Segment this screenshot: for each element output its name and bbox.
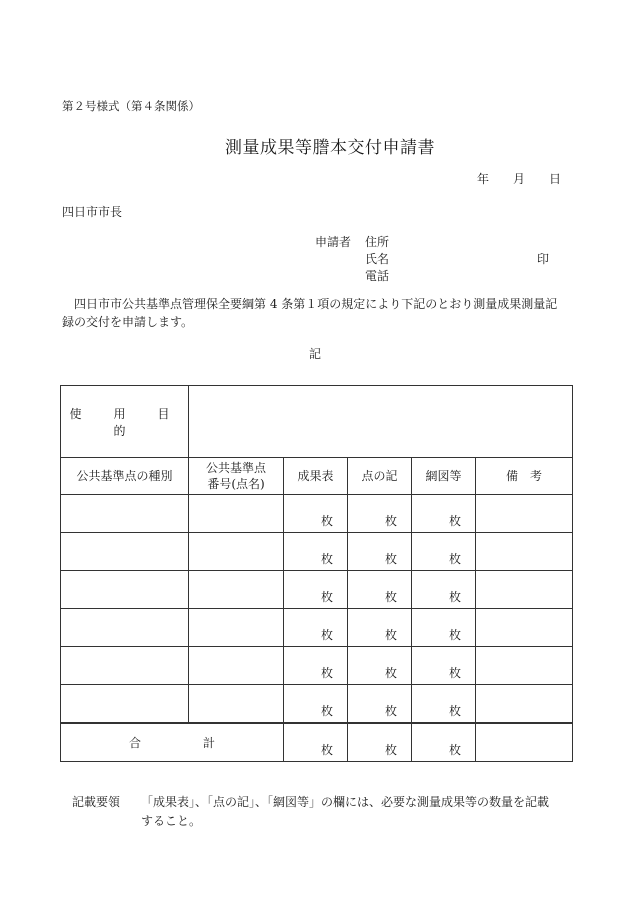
network-cell[interactable] — [412, 495, 476, 533]
type-cell[interactable] — [61, 495, 189, 533]
point-record-cell[interactable] — [348, 609, 412, 647]
unit-label: 枚 — [320, 514, 333, 528]
unit-label: 枚 — [448, 666, 461, 680]
results-cell[interactable] — [284, 609, 348, 647]
point-record-cell[interactable] — [348, 685, 412, 724]
total-row — [61, 723, 573, 762]
remarks-cell[interactable] — [476, 685, 573, 724]
request-table — [60, 385, 573, 762]
unit-label: 枚 — [320, 552, 333, 566]
purpose-field[interactable] — [189, 386, 573, 458]
network-cell[interactable] — [412, 685, 476, 724]
results-cell[interactable] — [284, 495, 348, 533]
page-title: 測量成果等謄本交付申請書 — [225, 138, 435, 158]
table-row — [61, 685, 573, 724]
number-cell[interactable] — [189, 609, 284, 647]
table-row — [61, 609, 573, 647]
applicant-phone-label: 電話 — [365, 269, 390, 283]
type-cell[interactable] — [61, 685, 189, 724]
network-cell[interactable] — [412, 571, 476, 609]
total-network-cell[interactable] — [412, 723, 476, 762]
unit-label: 枚 — [384, 666, 397, 680]
notes-line2: すること。 — [141, 814, 202, 828]
results-cell[interactable] — [284, 685, 348, 724]
date-day-label: 日 — [549, 172, 562, 186]
unit-label: 枚 — [384, 628, 397, 642]
unit-label: 枚 — [448, 743, 461, 757]
unit-label: 枚 — [320, 743, 333, 757]
header-remarks: 備 考 — [476, 458, 573, 495]
results-cell[interactable] — [284, 533, 348, 571]
point-record-cell[interactable] — [348, 647, 412, 685]
type-cell[interactable] — [61, 609, 189, 647]
point-record-cell[interactable] — [348, 571, 412, 609]
unit-label: 枚 — [320, 666, 333, 680]
date-year-label: 年 — [477, 172, 490, 186]
table-row — [61, 533, 573, 571]
number-cell[interactable] — [189, 571, 284, 609]
total-label — [61, 723, 284, 762]
body-text-content: 四日市市公共基準点管理保全要綱第 4 条第１項の規定により下記のとおり測量成果測量記録の交付を申請します。 — [62, 297, 558, 329]
remarks-cell[interactable] — [476, 495, 573, 533]
purpose-row — [61, 386, 573, 458]
header-network: 網図等 — [412, 458, 476, 495]
header-results: 成果表 — [284, 458, 348, 495]
number-cell[interactable] — [189, 685, 284, 724]
total-remarks-cell[interactable] — [476, 723, 573, 762]
unit-label: 枚 — [448, 704, 461, 718]
type-cell[interactable] — [61, 571, 189, 609]
unit-label: 枚 — [384, 514, 397, 528]
unit-label: 枚 — [320, 704, 333, 718]
table-row — [61, 647, 573, 685]
unit-label: 枚 — [384, 704, 397, 718]
table-row — [61, 571, 573, 609]
network-cell[interactable] — [412, 609, 476, 647]
notes — [72, 793, 549, 831]
type-cell[interactable] — [61, 647, 189, 685]
unit-label: 枚 — [384, 743, 397, 757]
point-record-cell[interactable] — [348, 495, 412, 533]
unit-label: 枚 — [448, 514, 461, 528]
header-number-line1: 公共基準点 — [205, 461, 266, 475]
total-label-1: 合 — [128, 736, 141, 750]
total-results-cell[interactable] — [284, 723, 348, 762]
point-record-cell[interactable] — [348, 533, 412, 571]
body-text — [62, 295, 567, 331]
results-cell[interactable] — [284, 647, 348, 685]
unit-label: 枚 — [320, 628, 333, 642]
unit-label: 枚 — [320, 590, 333, 604]
applicant-label: 申請者 — [315, 235, 352, 249]
form-number: 第２号様式（第４条関係） — [62, 99, 200, 113]
date-month-label: 月 — [513, 172, 526, 186]
network-cell[interactable] — [412, 533, 476, 571]
purpose-label: 使 用 目 的 — [61, 386, 189, 458]
addressee: 四日市市長 — [62, 205, 123, 219]
header-type: 公共基準点の種別 — [61, 458, 189, 495]
remarks-cell[interactable] — [476, 647, 573, 685]
unit-label: 枚 — [384, 590, 397, 604]
header-row — [61, 458, 573, 495]
unit-label: 枚 — [448, 552, 461, 566]
seal-mark: 印 — [537, 252, 550, 266]
header-number — [189, 458, 284, 495]
number-cell[interactable] — [189, 495, 284, 533]
notes-label: 記載要領 — [72, 795, 121, 809]
remarks-cell[interactable] — [476, 609, 573, 647]
table-row — [61, 495, 573, 533]
unit-label: 枚 — [384, 552, 397, 566]
unit-label: 枚 — [448, 628, 461, 642]
network-cell[interactable] — [412, 647, 476, 685]
remarks-cell[interactable] — [476, 533, 573, 571]
applicant-address-label: 住所 — [365, 235, 390, 249]
total-point-record-cell[interactable] — [348, 723, 412, 762]
unit-label: 枚 — [448, 590, 461, 604]
number-cell[interactable] — [189, 647, 284, 685]
applicant-name-label: 氏名 — [365, 252, 390, 266]
total-label-2: 計 — [203, 736, 216, 750]
type-cell[interactable] — [61, 533, 189, 571]
header-number-line2: 番号(点名) — [207, 477, 265, 491]
results-cell[interactable] — [284, 571, 348, 609]
ki-heading: 記 — [308, 347, 321, 361]
number-cell[interactable] — [189, 533, 284, 571]
remarks-cell[interactable] — [476, 571, 573, 609]
header-point-record: 点の記 — [348, 458, 412, 495]
notes-line1: 「成果表」、「点の記」、「網図等」の欄には、必要な測量成果等の数量を記載 — [141, 795, 550, 809]
